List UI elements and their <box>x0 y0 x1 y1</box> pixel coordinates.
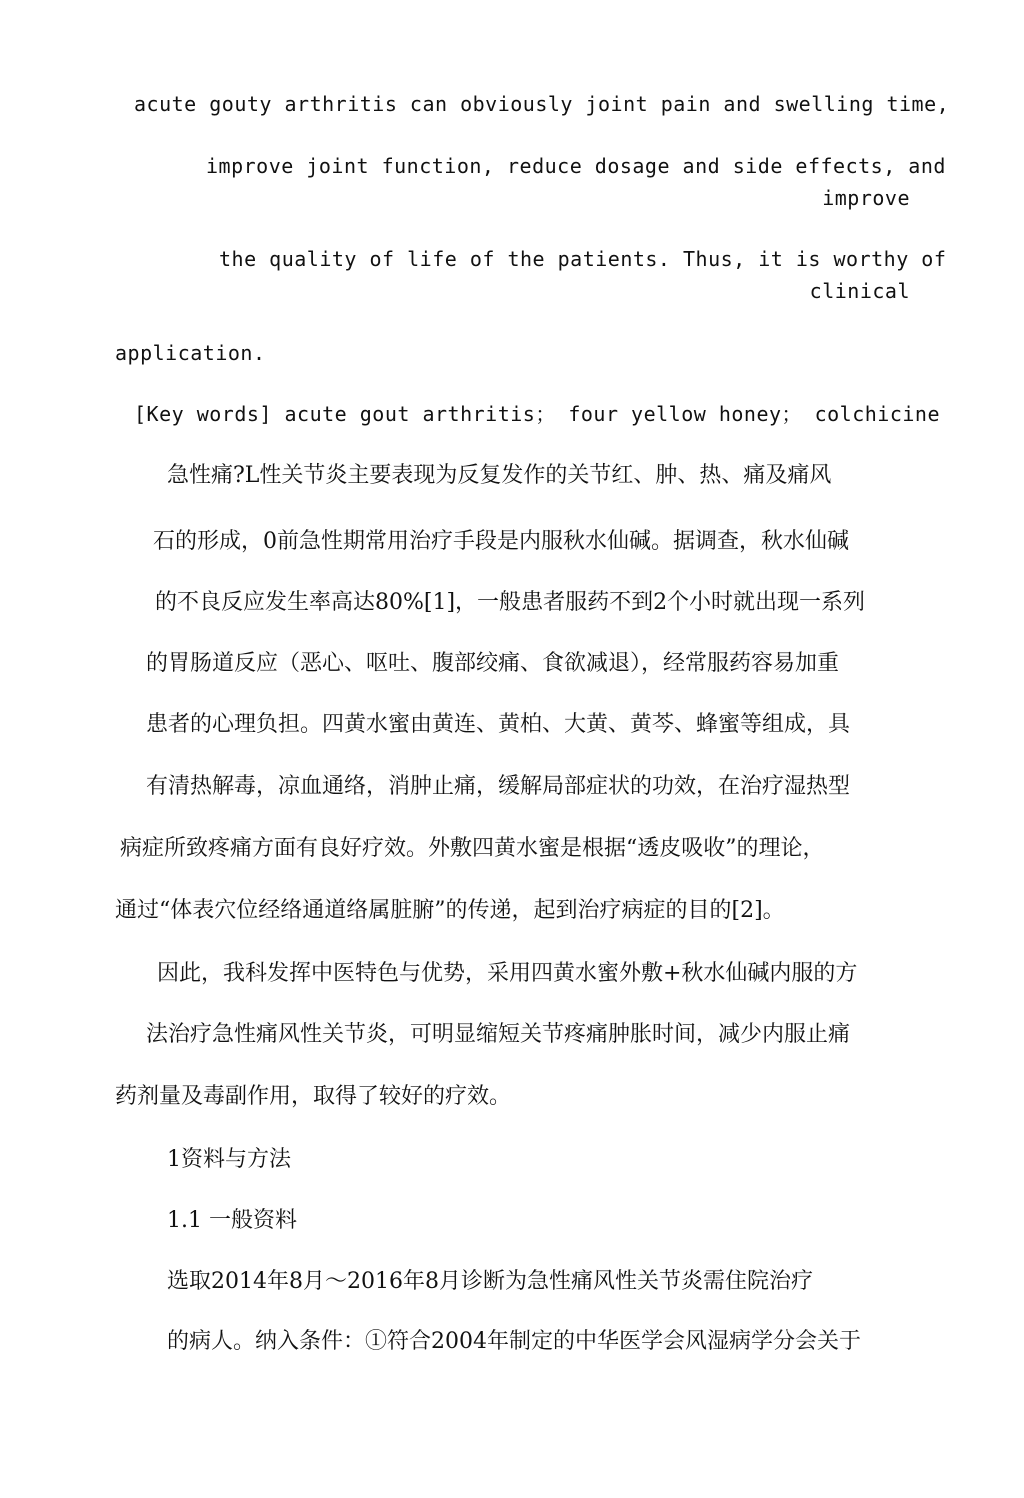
intro-line-9: 因此，我科发挥中医特色与优势，采用四黄水蜜外敷+秋水仙碱内服的方 <box>157 961 858 986</box>
intro-line-5: 患者的心理负担。四黄水蜜由黄连、黄柏、大黄、黄芩、蜂蜜等组成，具 <box>146 712 851 737</box>
keywords-line: [Key words] acute gout arthritis； four yellow honey； colchicine <box>134 402 941 426</box>
section-subheading: 1.1 一般资料 <box>167 1208 297 1233</box>
intro-line-7: 病症所致疼痛方面有良好疗效。外敷四黄水蜜是根据“透皮吸收”的理论， <box>120 836 825 861</box>
abstract-line-3-wrap: clinical <box>809 279 910 303</box>
intro-line-1: 急性痛?L性关节炎主要表现为反复发作的关节红、肿、热、痛及痛风 <box>167 463 832 488</box>
intro-line-3: 的不良反应发生率高达80%[1]，一般患者服药不到2个小时就出现一系列 <box>155 590 866 615</box>
intro-line-10: 法治疗急性痛风性关节炎，可明显缩短关节疼痛肿胀时间，减少内服止痛 <box>146 1022 851 1047</box>
abstract-line-2: improve joint function, reduce dosage and side effects, and <box>206 154 946 178</box>
abstract-line-2-wrap: improve <box>822 186 910 210</box>
intro-line-2: 石的形成，0前急性期常用治疗手段是内服秋水仙碱。据调查，秋水仙碱 <box>153 529 849 554</box>
abstract-line-3: the quality of life of the patients. Thus, it is worthy of <box>219 247 947 271</box>
section-heading: 1资料与方法 <box>167 1147 291 1172</box>
intro-line-4: 的胃肠道反应（恶心、呕吐、腹部绞痛、食欲减退），经常服药容易加重 <box>146 651 840 676</box>
section-paragraph-line-2: 的病人。纳入条件：①符合2004年制定的中华医学会风湿病学分会关于 <box>167 1329 861 1354</box>
abstract-line-4: application. <box>115 341 266 365</box>
abstract-line-1: acute gouty arthritis can obviously joint pain and swelling time, <box>134 92 950 116</box>
intro-line-11: 药剂量及毒副作用，取得了较好的疗效。 <box>115 1084 512 1109</box>
intro-line-8: 通过“体表穴位经络通道络属脏腑”的传递，起到治疗病症的目的[2]。 <box>115 898 785 923</box>
section-paragraph-line-1: 选取2014年8月～2016年8月诊断为急性痛风性关节炎需住院治疗 <box>167 1269 813 1294</box>
intro-line-6: 有清热解毒，凉血通络，消肿止痛，缓解局部症状的功效，在治疗湿热型 <box>146 774 851 799</box>
